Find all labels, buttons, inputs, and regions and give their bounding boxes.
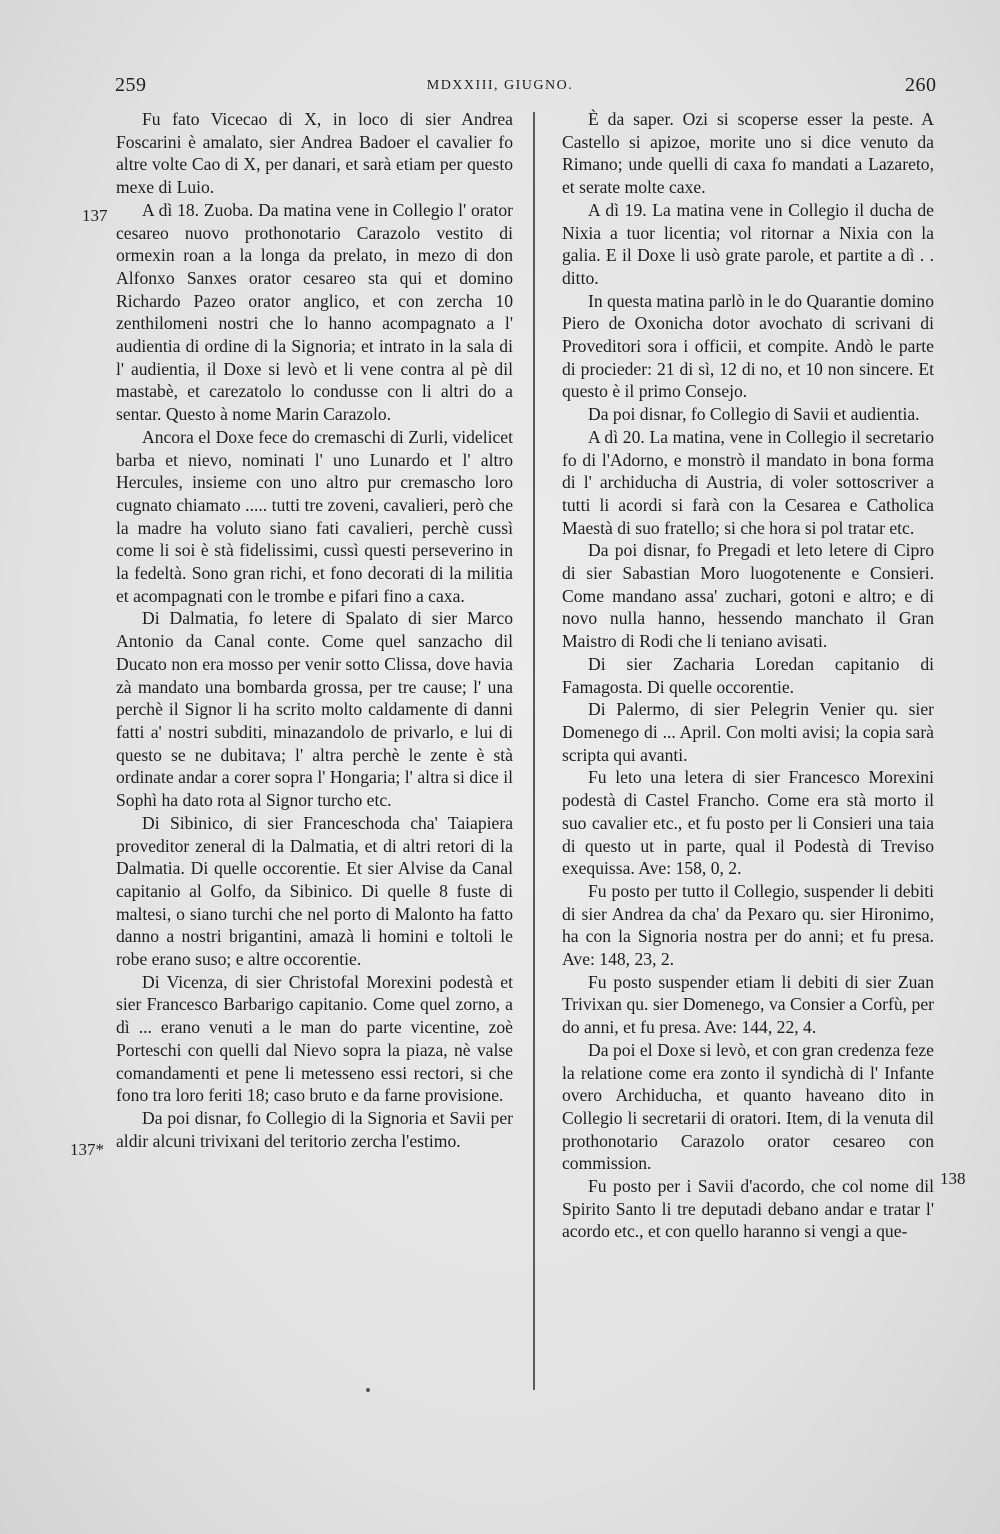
stray-dot xyxy=(366,1388,370,1392)
paragraph: Di sier Zacharia Loredan capitanio di Famagosta. Di quelle occorentie. xyxy=(562,653,934,697)
paragraph: Fu posto suspender etiam li debiti di sier Zuan Trivixan qu. sier Domenego, va Consier a Corfù, per do anni, et fu presa. Ave: 144, 22, 4. xyxy=(562,971,934,1038)
margin-number-137-star: 137* xyxy=(70,1140,104,1159)
running-header: MDXXIII, GIUGNO. xyxy=(426,78,574,93)
page-number-right: 260 xyxy=(905,74,937,96)
left-column xyxy=(116,108,513,1152)
paragraph: Ancora el Doxe fece do cremaschi di Zurli, videlicet barba et nievo, nominati l' uno Lunardo et l' altro Hercules, insieme con uno altro pur cremascho loro cugnato chiamato ..... tutti tre zoveni, cavalieri, però che la madre ha voluto siano fati cavalieri, perchè cussì come li soi è stà fidelissimi, cussì questi perseverino in la fedeltà. Sono gran richi, et fono decorati di la militia et acompagnati con le trombe e pifari fino a caxa. xyxy=(116,426,513,606)
page-number-left: 259 xyxy=(115,74,147,96)
paragraph: Da poi disnar, fo Pregadi et leto letere di Cipro di sier Sabastian Moro luogotenente e Consieri. Come mandano assa' zuchari, gotoni e altro; e di novo nulla hanno, hessendo manchato il Gran Maistro di Rodi che li teniano avisati. xyxy=(562,540,934,652)
paragraph: Fu posto per tutto il Collegio, suspender li debiti di sier Andrea da cha' da Pexaro qu. sier Hironimo, ha con la Signoria nostra per do anni; et fu presa. Ave: 148, 23, 2. xyxy=(562,880,934,970)
paragraph: Di Dalmatia, fo letere di Spalato di sier Marco Antonio da Canal conte. Come quel sanzacho dil Ducato non era mosso per venir sotto Clissa, dove havia zà mandato una bombarda grossa, per tre cause; l' una perchè il Signor li ha scrito molto caldamente di danni fatti a' nostri subditi, minazandolo de privarlo, e lui di questo se ne dubitava; l' altra perchè le zente è stà ordinate andar a corer sopra l' Hongaria; l' altra si dice il Sophì ha dato rota al Signor turcho etc. xyxy=(116,608,513,811)
paragraph: Da poi disnar, fo Collegio di Savii et audientia. xyxy=(588,404,920,425)
paragraph: A dì 18. Zuoba. Da matina vene in Collegio l' orator cesareo nuovo prothonotario Carazolo vestito di ormexin roan a la longa da prelato, in mezo di don Alfonxo Sanxes orator cesareo sta qui et domino Richardo Pazeo orator anglico, et con zercha 10 zenthilomeni nostri che lo hanno acompagnato a l' audientia di ordine di la Signoria; et intrato in la sala di l' audientia, il Doxe si levò et li vene contra al pè dil mastabè, et carezatolo lo condusse con li altri do a sentar. Questo à nome Marin Carazolo. xyxy=(116,199,513,425)
margin-number-137: 137 xyxy=(82,206,108,225)
paragraph: Fu leto una letera di sier Francesco Morexini podestà di Castel Francho. Come era stà morto il suo cavalier etc., et fu posto per li Consieri una taia di questo ut in parte, qual il Podestà di Treviso exequissa. Ave: 158, 0, 2. xyxy=(562,767,934,879)
right-column xyxy=(562,108,934,1243)
margin-number-138: 138 xyxy=(940,1169,966,1188)
paragraph: È da saper. Ozi si scoperse esser la peste. A Castello si apizoe, morite uno si dice venuto da Rimano; unde quelli di caxa fo mandati a Lazareto, et serate molte caxe. xyxy=(562,109,934,198)
paragraph: Fu fato Vicecao di X, in loco di sier Andrea Foscarini è amalato, sier Andrea Badoer el cavalier fo altre volte Cao di X, per danari, et sarà etiam per questo mexe di Luio. xyxy=(116,109,513,198)
paragraph: A dì 20. La matina, vene in Collegio il secretario fo di l'Adorno, e monstrò il mandato in bona forma di l' archiducha di Austria, di voler sottoscriver a tutti li acordi si farà con la Cesarea e Catholica Maestà di suo fratello; si che hora si pol tratar etc. xyxy=(562,426,934,538)
paragraph: Da poi el Doxe si levò, et con gran credenza feze la relatione come era zonto il syndichà di l' Infante overo Archiducha, et quanto haveano dito in Collegio li secretarii di oratori. Item, di la venuta dil prothonotario Carazolo orator cesareo con commission. xyxy=(562,1039,934,1174)
paragraph: Di Sibinico, di sier Franceschoda cha' Taiapiera proveditor zeneral di la Dalmatia, et di altri retori di la Dalmatia. Di quelle occorentie. Et sier Alvise da Canal capitanio al Golfo, da Sibinico. Di quelle 8 fuste di maltesi, o siano turchi che nel porto di Malonto ha fatto danno a nostri brigantini, amazà li homini e toltoli le robe erano suso; e altre occorentie. xyxy=(116,812,513,970)
column-divider xyxy=(533,112,535,1390)
paragraph: Di Vicenza, di sier Christofal Morexini podestà et sier Francesco Barbarigo capitanio. Come quel zorno, a dì ... erano venuti a le man do parte vicentine, zoè Porteschi con quelli dal Nievo sopra la piaza, nè valse comandamenti et pene li metesseno essi rectori, si che fono tra loro feriti 18; caso bruto e da farne provisione. xyxy=(116,971,513,1106)
paragraph: Da poi disnar, fo Collegio di la Signoria et Savii per aldir alcuni trivixani del teritorio zercha l'estimo. xyxy=(116,1107,513,1151)
paragraph: Fu posto per i Savii d'acordo, che col nome dil Spirito Santo li tre deputadi debano andar e tratar l' acordo etc., et con quello haranno si vengi a que- xyxy=(562,1176,934,1242)
paragraph: Di Palermo, di sier Pelegrin Venier qu. sier Domenego di ... April. Con molti avisi; la copia sarà scripta qui avanti. xyxy=(562,699,934,765)
paragraph: In questa matina parlò in le do Quarantie domino Piero de Oxonicha dotor avochato di scrivani di Proveditori sora i officii, et compite. Andò le parte di procieder: 21 di sì, 12 di no, et 10 non sincere. Et questo è il primo Consejo. xyxy=(562,290,934,402)
paragraph: A dì 19. La matina vene in Collegio il ducha de Nixia a tuor licentia; vol ritornar a Nixia con la galia. E il Doxe li usò grate parole, et partite a dì . . ditto. xyxy=(562,199,934,288)
